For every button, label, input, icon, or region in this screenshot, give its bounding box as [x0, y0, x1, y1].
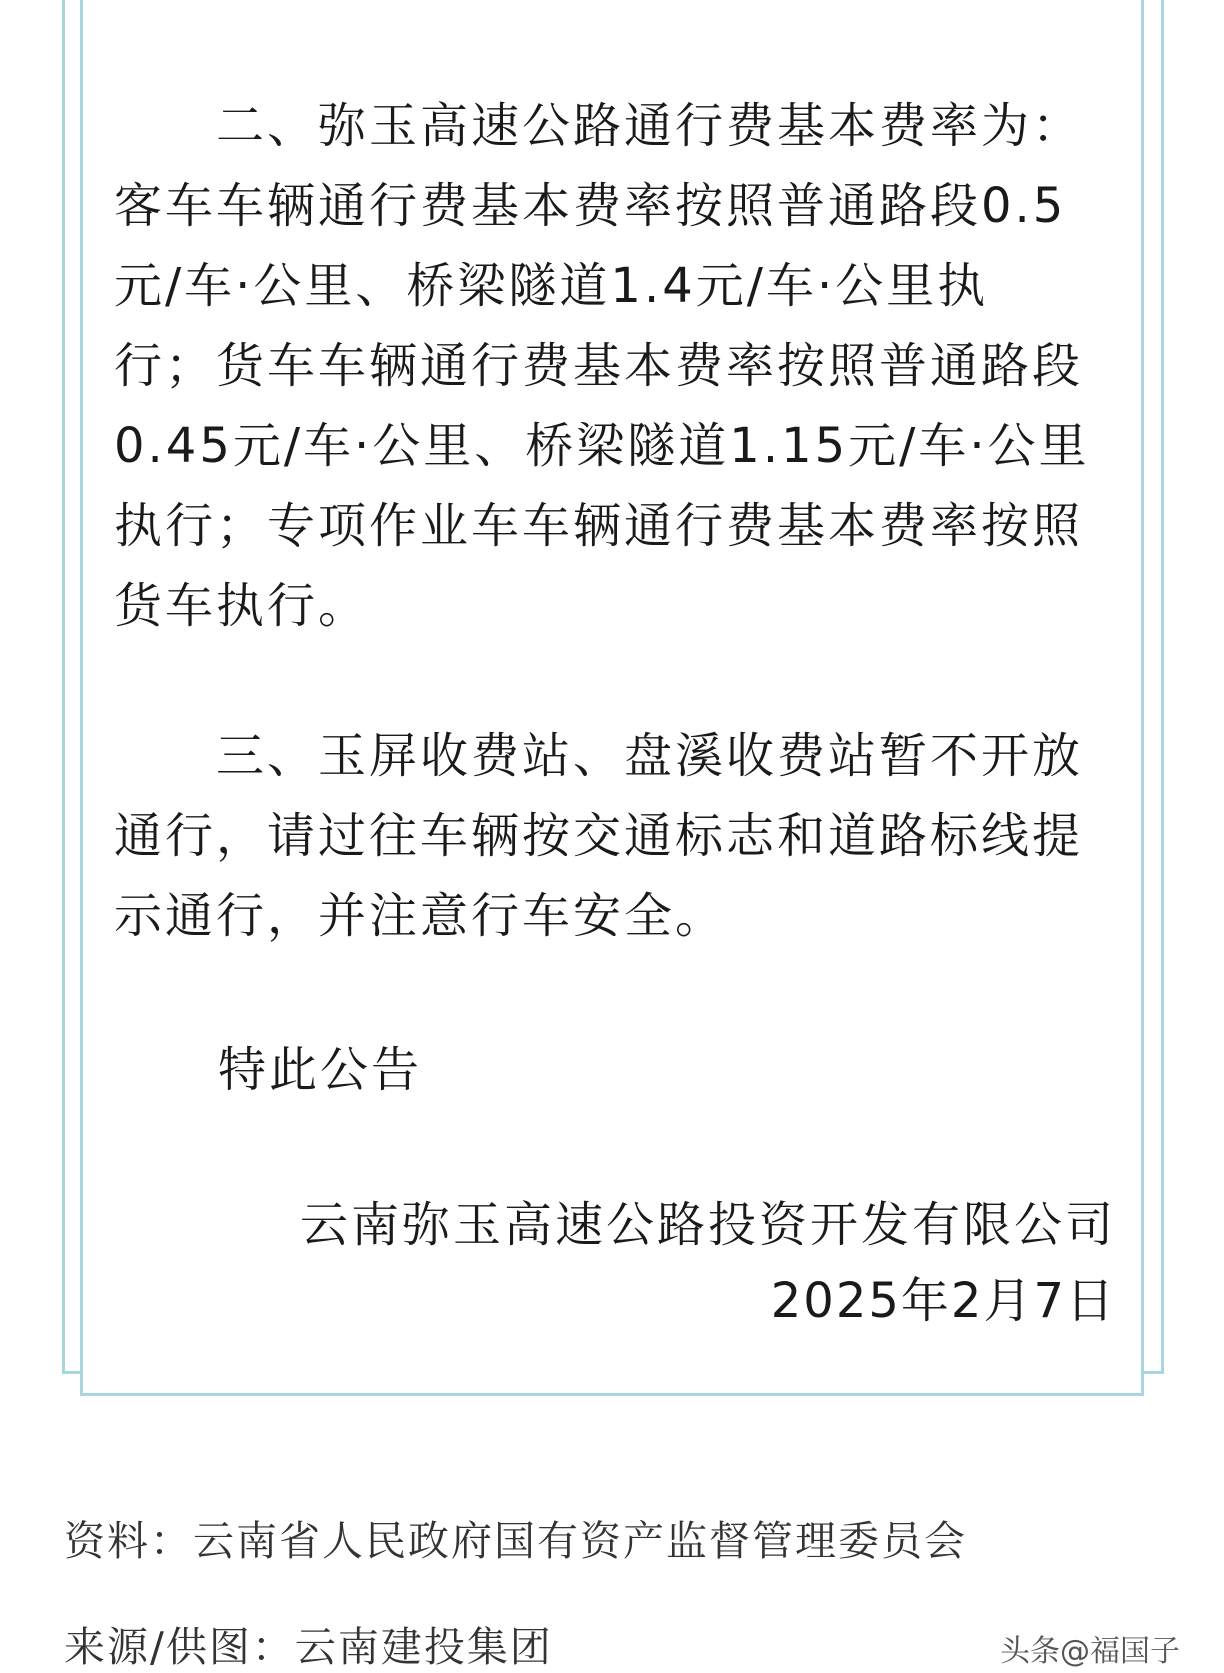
watermark: 头条@福国子: [1000, 1634, 1180, 1669]
closing-statement: 特此公告: [218, 1042, 423, 1098]
text-line: 三、玉屏收费站、盘溪收费站暂不开放: [114, 728, 1084, 784]
text-line: 行；货车车辆通行费基本费率按照普通路段: [114, 338, 1084, 394]
text-line: 执行；专项作业车车辆通行费基本费率按照: [114, 498, 1084, 554]
text-line: 示通行，并注意行车安全。: [114, 888, 727, 944]
paragraph-toll-rates: [114, 86, 1110, 646]
source-reference: 资料：云南省人民政府国有资产监督管理委员会: [64, 1517, 967, 1565]
issue-date: 2025年2月7日: [770, 1273, 1116, 1329]
text-line: 通行，请过往车辆按交通标志和道路标线提: [114, 808, 1084, 864]
text-line: 客车车辆通行费基本费率按照普通路段0.5: [114, 178, 1067, 234]
text-line: 元/车·公里、桥梁隧道1.4元/车·公里执: [114, 258, 989, 314]
image-credit: 来源/供图：云南建投集团: [64, 1623, 553, 1671]
paragraph-toll-stations: [114, 716, 1110, 956]
text-line: 货车执行。: [114, 578, 370, 634]
issuer-name: 云南弥玉高速公路投资开发有限公司: [299, 1197, 1116, 1253]
text-line: 二、弥玉高速公路通行费基本费率为：: [114, 98, 1084, 154]
text-line: 0.45元/车·公里、桥梁隧道1.15元/车·公里: [114, 418, 1090, 474]
